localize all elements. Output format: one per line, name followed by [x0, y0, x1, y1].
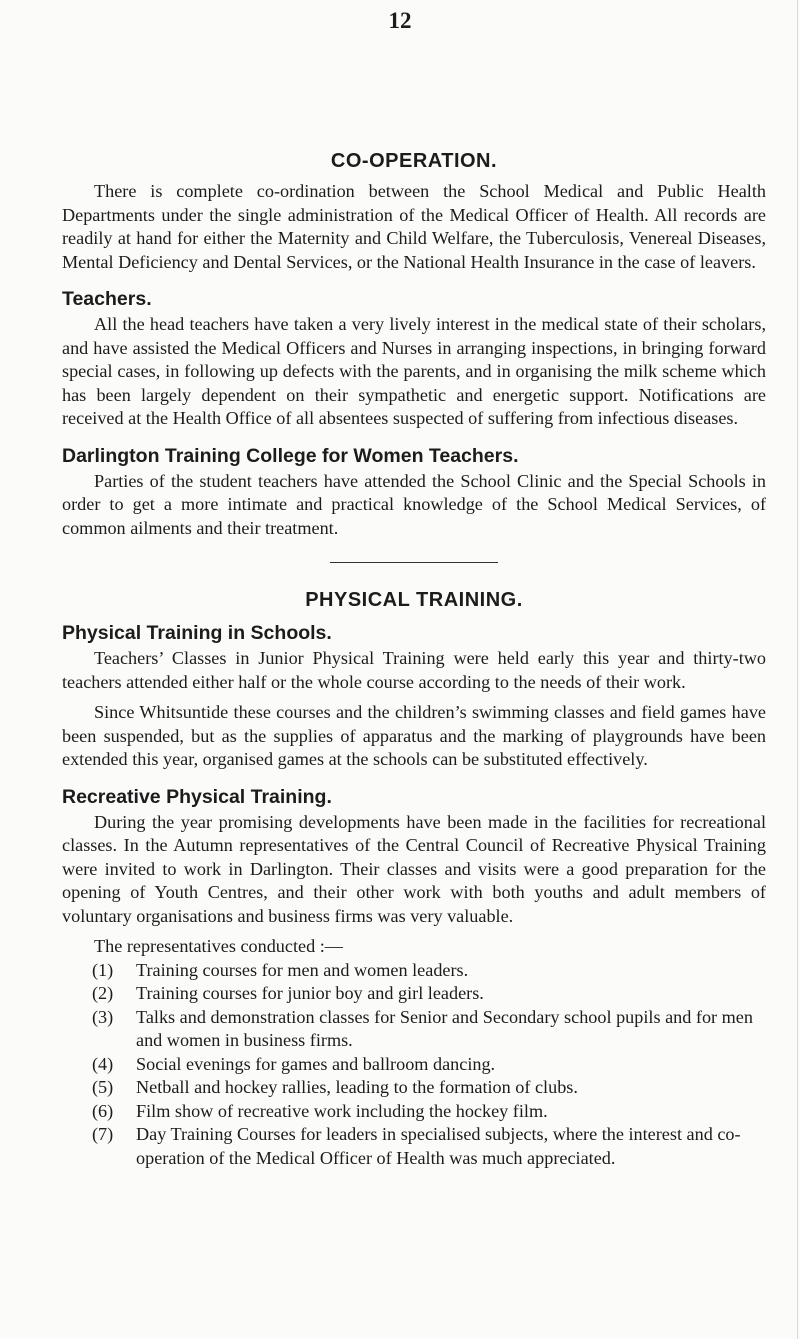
list-item-text: Film show of recreative work including the hockey film.: [136, 1100, 548, 1121]
teachers-heading: Teachers.: [62, 288, 152, 310]
cooperation-heading: CO-OPERATION.: [330, 150, 498, 172]
list-item-number: (6): [92, 1100, 114, 1121]
darlington-college-paragraph: Parties of the student teachers have attended the School Clinic and the Special Schools in order to get a more intimate and practical knowledge of the School Medical Services, of common ailments and their treatment.: [62, 470, 766, 538]
list-item: [62, 1123, 766, 1170]
list-item-number: (1): [92, 959, 114, 980]
physical-training-paragraph-1: Teachers’ Classes in Junior Physical Training were held early this year and thirty-two teachers attended either half or the whole course according to the needs of their work.: [62, 648, 766, 692]
list-item-number: (2): [92, 983, 114, 1003]
list-item-text: Netball and hockey rallies, leading to the formation of clubs.: [136, 1077, 578, 1097]
physical-training-schools-heading: Physical Training in Schools.: [62, 622, 332, 644]
list-item-number: (3): [92, 1006, 114, 1027]
page-number: 12: [388, 8, 412, 33]
page-edge-divider: [797, 0, 798, 1339]
cooperation-paragraph: There is complete co-ordination between the School Medical and Public Health Departments under the single administration of the Medical Officer of Health. All records are readily at hand for either the Maternity and Child Welfare, the Tuberculosis, Venereal Diseases, Mental Deficiency and Dental Services, or the National Health Insurance in the case of leavers.: [62, 181, 766, 272]
physical-training-paragraph-2: Since Whitsuntide these courses and the children’s swimming classes and field games have been suspended, but as the supplies of apparatus and the marking of playgrounds have been extended this year, organised games at the schools can be substituted effectively.: [62, 702, 766, 769]
list-item-text: Social evenings for games and ballroom dancing.: [136, 1053, 496, 1074]
list-item-number: (5): [92, 1077, 114, 1097]
list-item: [62, 1053, 766, 1077]
teachers-paragraph: All the head teachers have taken a very lively interest in the medical state of their scholars, and have assisted the Medical Officers and Nurses in arranging inspections, in bringing forward special cases, in following up defects with the parents, and in organising the milk scheme which has been largely dependent on their sympathetic and energetic support. Notifications are received at the Health Office of all absentees suspected of suffering from infectious diseases.: [62, 314, 766, 428]
recreative-paragraph: During the year promising developments have been made in the facilities for recreational classes. In the Autumn representatives of the Central Council of Recreative Physical Training were invited to work in Darlington. Their classes and visits were a good preparation for the opening of Youth Centres, and their other work with both youths and adult members of voluntary organisations and business firms was very valuable.: [62, 811, 766, 926]
list-item-text: Talks and demonstration classes for Senior and Secondary school pupils and for men and women in business firms.: [136, 1006, 753, 1050]
list-item-text: Training courses for junior boy and girl leaders.: [136, 983, 484, 1003]
list-item: [62, 959, 766, 983]
list-item-number: (7): [92, 1124, 114, 1144]
darlington-college-heading: Darlington Training College for Women Teachers.: [62, 444, 519, 467]
list-item-text: Day Training Courses for leaders in specialised subjects, where the interest and co-operation of the Medical Officer of Health was much appreciated.: [136, 1124, 741, 1168]
list-item: [62, 1006, 766, 1053]
list-item: [62, 1100, 766, 1124]
recreative-list-intro: The representatives conducted :—: [94, 936, 343, 956]
recreative-heading: Recreative Physical Training.: [62, 785, 332, 808]
list-item: [62, 1076, 766, 1100]
list-item: [62, 982, 766, 1006]
list-item-text: Training courses for men and women leaders.: [136, 959, 469, 980]
activities-list: [62, 959, 766, 1171]
page-content: [62, 150, 766, 1170]
section-divider: [330, 562, 498, 563]
physical-training-heading: PHYSICAL TRAINING.: [305, 589, 523, 611]
list-item-number: (4): [92, 1053, 114, 1074]
